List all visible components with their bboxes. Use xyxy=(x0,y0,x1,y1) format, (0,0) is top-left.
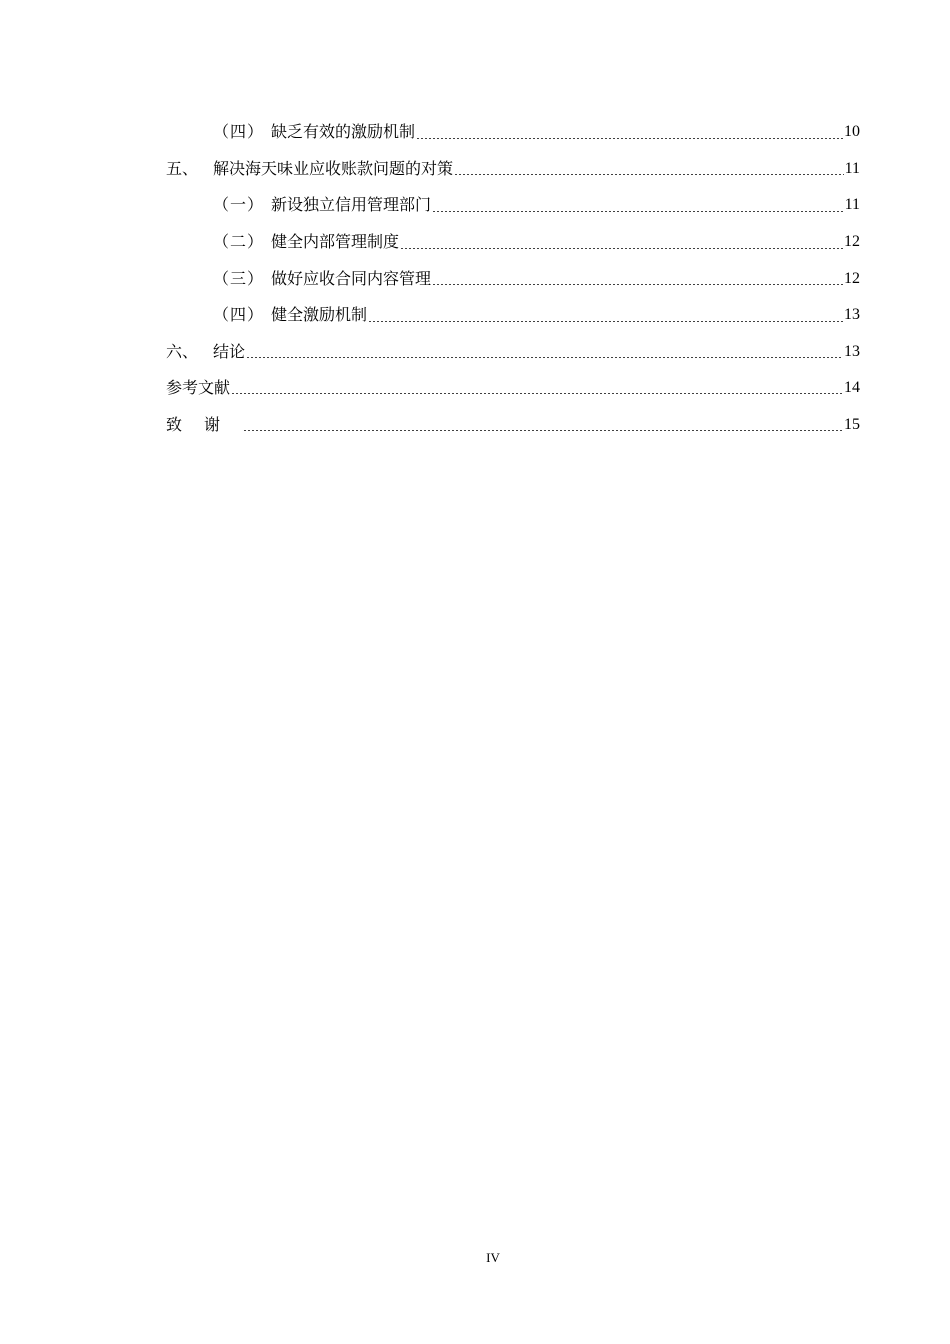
toc-entry-number: （四） xyxy=(213,122,265,142)
dot-leader xyxy=(231,393,843,394)
toc-entry-page: 14 xyxy=(844,379,860,397)
dot-leader xyxy=(432,211,844,212)
toc-entry-number: 五、 xyxy=(166,158,199,178)
toc-entry-number: 六、 xyxy=(166,341,199,361)
toc-entry-page: 11 xyxy=(844,196,860,214)
dot-leader xyxy=(368,321,843,322)
toc-entry[interactable] xyxy=(166,151,860,188)
dot-leader xyxy=(400,248,843,249)
toc-entry[interactable] xyxy=(166,187,860,224)
toc-entry-title: 做好应收合同内容管理 xyxy=(271,268,432,288)
toc-entry[interactable] xyxy=(166,370,860,407)
toc-entry-title: 新设独立信用管理部门 xyxy=(271,195,432,215)
dot-leader xyxy=(416,138,843,139)
toc-entry[interactable] xyxy=(166,114,860,151)
toc-entry[interactable] xyxy=(166,260,860,297)
toc-entry[interactable] xyxy=(166,407,860,444)
toc-entry-page: 12 xyxy=(844,233,860,251)
toc-entry-number: （一） xyxy=(213,195,265,215)
toc-entry-title: 缺乏有效的激励机制 xyxy=(271,122,416,142)
page-footer xyxy=(0,1250,950,1266)
toc-entry-number: （三） xyxy=(213,268,265,288)
toc-entry-page: 10 xyxy=(844,123,860,141)
toc-entry-title: 健全内部管理制度 xyxy=(271,232,400,252)
toc-entry-number: （四） xyxy=(213,305,265,325)
toc-entry-page: 15 xyxy=(844,416,860,434)
toc-entry[interactable] xyxy=(166,224,860,261)
dot-leader xyxy=(243,430,843,431)
toc-entry-title: 健全激励机制 xyxy=(271,305,368,325)
toc-entry-title: 结论 xyxy=(213,341,246,361)
toc-entry-page: 13 xyxy=(844,306,860,324)
toc-entry-title: 致谢 xyxy=(166,415,243,435)
dot-leader xyxy=(454,174,844,175)
dot-leader xyxy=(246,357,843,358)
toc-entry-page: 11 xyxy=(844,159,860,177)
dot-leader xyxy=(432,284,843,285)
page-number: IV xyxy=(486,1250,500,1265)
toc-entry-title: 参考文献 xyxy=(166,378,231,398)
toc-entry[interactable] xyxy=(166,297,860,334)
toc-entry-title: 解决海天味业应收账款问题的对策 xyxy=(213,158,454,178)
toc-entry-page: 13 xyxy=(844,342,860,360)
table-of-contents xyxy=(166,114,860,443)
toc-entry[interactable] xyxy=(166,334,860,371)
toc-entry-page: 12 xyxy=(844,269,860,287)
toc-entry-number: （二） xyxy=(213,232,265,252)
